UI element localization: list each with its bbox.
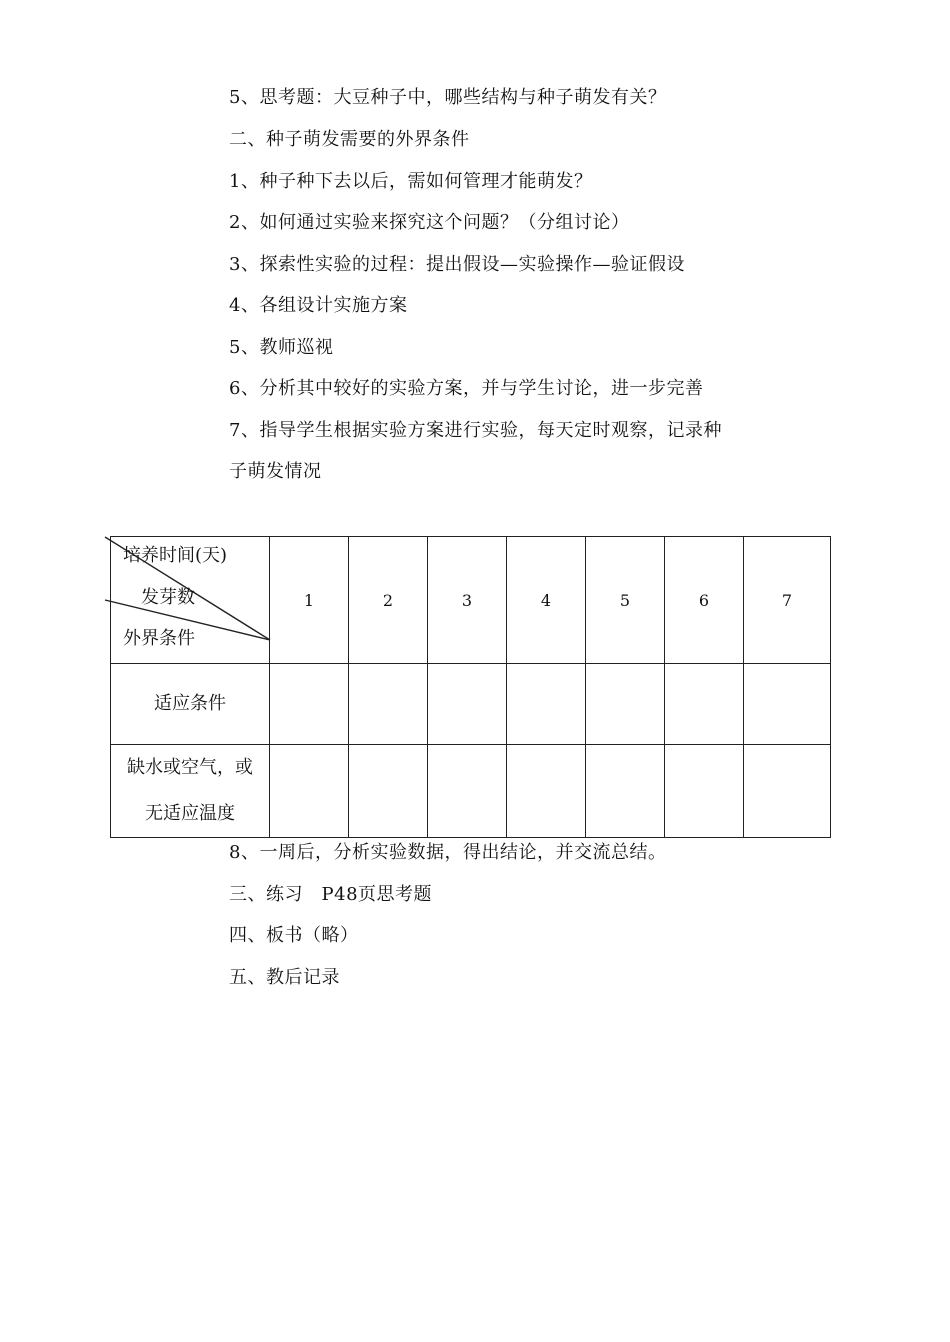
row-label: 适应条件 [154,693,226,714]
diagonal-header-cell [111,537,270,664]
text-line: 1、种子种下去以后，需如何管理才能萌发？ [229,171,593,192]
data-cell [586,745,665,838]
day-header: 2 [349,537,428,664]
data-cell [744,664,831,745]
data-cell [428,745,507,838]
section-heading: 三、练习 P48页思考题 [229,884,433,905]
data-cell [665,664,744,745]
text-line: 8、一周后，分析实验数据，得出结论，并交流总结。 [229,842,667,863]
day-header: 6 [665,537,744,664]
text-line: 2、如何通过实验来探究这个问题？（分组讨论） [229,212,630,233]
row-label-cell [111,745,270,838]
data-cell [349,664,428,745]
day-header: 4 [507,537,586,664]
text-line: 4、各组设计实施方案 [229,295,408,316]
data-cell [270,745,349,838]
data-cell [270,664,349,745]
data-cell [665,745,744,838]
day-header: 5 [586,537,665,664]
header-germination-label: 发芽数 [141,587,195,608]
text-line: 5、教师巡视 [229,337,334,358]
row-label-cell [111,664,270,745]
data-cell [744,745,831,838]
text-line: 7、指导学生根据实验方案进行实验，每天定时观察，记录种 [229,420,722,441]
row-label-line2: 无适应温度 [145,803,235,824]
data-cell [428,664,507,745]
data-cell [507,745,586,838]
table-row [111,664,831,745]
data-cell [349,745,428,838]
text-line: 子萌发情况 [229,461,322,482]
row-label-line1: 缺水或空气，或 [127,757,253,778]
day-header: 7 [744,537,831,664]
data-cell [507,664,586,745]
day-header: 1 [270,537,349,664]
germination-record-table [110,536,831,838]
text-line: 3、探索性实验的过程：提出假设—实验操作—验证假设 [229,254,685,275]
table-header-row [111,537,831,664]
section-heading: 五、教后记录 [229,967,340,988]
day-header: 3 [428,537,507,664]
text-line: 6、分析其中较好的实验方案，并与学生讨论，进一步完善 [229,378,704,399]
header-condition-label: 外界条件 [123,628,195,649]
table-row [111,745,831,838]
section-heading: 四、板书（略） [229,925,359,946]
header-time-label: 培养时间(天) [123,545,228,566]
section-heading: 二、种子萌发需要的外界条件 [229,129,470,150]
text-line: 5、思考题：大豆种子中，哪些结构与种子萌发有关？ [229,87,667,108]
data-cell [586,664,665,745]
